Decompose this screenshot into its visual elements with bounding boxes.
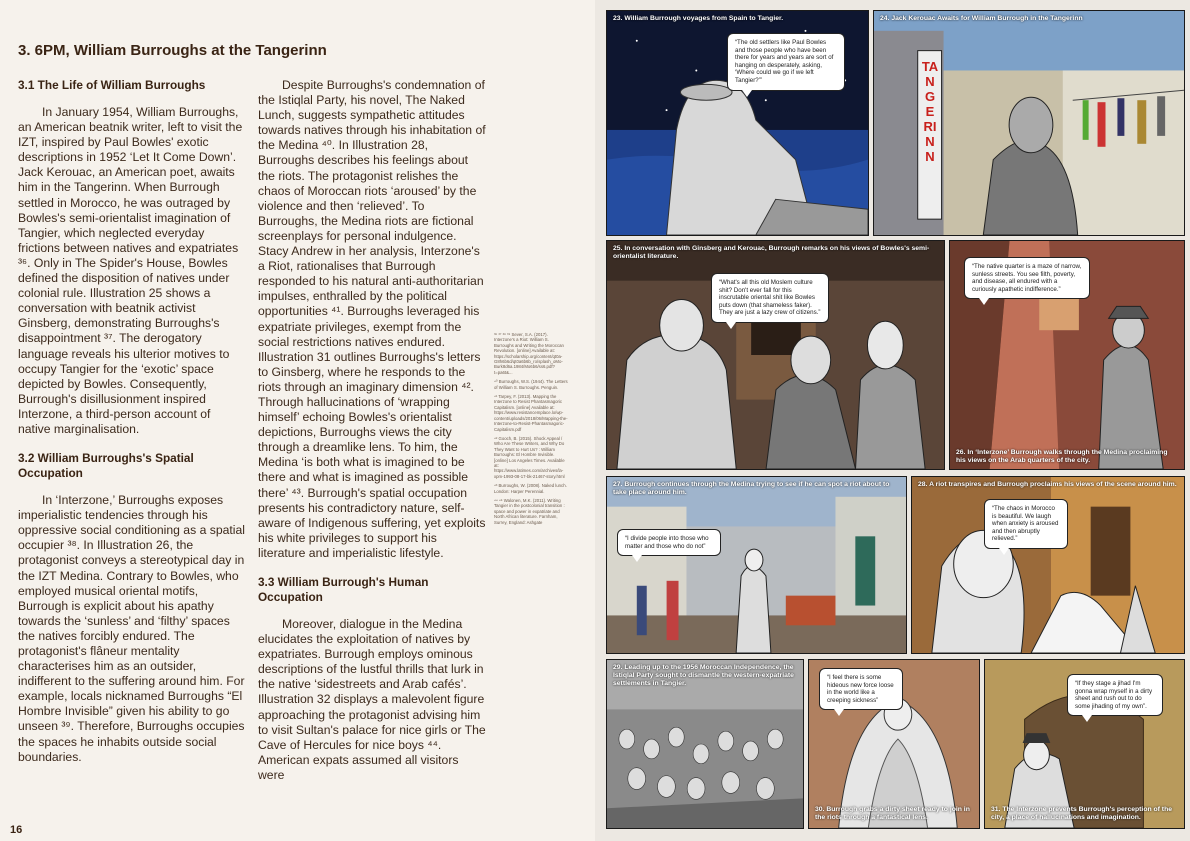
footnotes — [494, 332, 568, 529]
panel-caption: 23. William Burrough voyages from Spain to Tangier. — [613, 15, 784, 22]
paragraph: In ‘Interzone,’ Burroughs exposes imperialistic tendencies through his oppressive social conditioning as a spatial occupier ³⁸. In Illustration 26, the protagonist conveys a stereotypical day in the IZT Medina. Contrary to Bowles, who employed musical oriental motifs, Burrough is explicit about his apathy towards the ‘sunless’ and ‘filthy’ spaces the natives forcibly endured. The protagonist's flâneur mentality characterises him as an outsider, indifferent to the suffering around him. For example, locals nicknamed Burroughs “El Hombre Invisible” given his ability to go unseen ³⁹. Therefore, Burroughs occupies the spaces he inhabits outside social boundaries. — [18, 493, 245, 764]
panel-caption: 24. Jack Kerouac Awaits for William Burrough in the Tangerinn — [880, 15, 1083, 22]
panel-caption: 29. Leading up to the 1956 Moroccan Independence, the Istiqlal Party sought to dismantle the western-expatriate settlements in Tangier. — [613, 664, 794, 687]
footnote: ⁴¹ Tarpey, F. (2013). Mapping the Interzone to Resist Phantasmagoric Capitalism. [online] Available at: https://www.resistancemplace.lo/wp-content/uploads/2018/06/Mapping-the-Interzone-to-Resist-Phantasmagoric-Capitalism.pdf — [494, 394, 568, 432]
panel-25 — [606, 240, 945, 470]
panel-24 — [873, 10, 1185, 236]
speech-bubble: “I feel there is some hideous new force loose in the world like a creeping sickness” — [819, 668, 903, 710]
footnote: ⁴³ Burroughs, W. (2008). Naked lunch. London: Harper Perennial. — [494, 483, 567, 494]
footnote: ⁴⁴ ⁴⁵ Walonen, M.K. (2011). Writing Tangier in the postcolonial transition : space and power in expatriate and North African literature. Farnham, Surrey, England: Ashgate — [494, 497, 565, 525]
panel-caption: 27. Burrough continues through the Medina trying to see if he can spot a riot about to take place around him. — [613, 481, 890, 496]
page-title: 3. 6PM, William Burroughs at the Tangerinn — [18, 42, 327, 59]
speech-bubble: “The chaos in Morocco is beautiful. We laugh when anxiety is aroused and then abruptly relieved.” — [984, 499, 1068, 549]
panel-caption: 25. In conversation with Ginsberg and Kerouac, Burrough remarks on his views of Bowles's semi-orientalist literature. — [613, 245, 930, 260]
column-left — [18, 78, 246, 779]
tangerinn-sign: TANGERINN — [921, 59, 939, 164]
panel-30 — [808, 659, 980, 829]
panel-caption: 31. The Interzone prevents Burrough's perception of the city, a place of hallucinations and imagination. — [991, 806, 1173, 821]
section-heading-human: 3.3 William Burrough's Human Occupation — [258, 575, 429, 604]
section-heading-life: 3.1 The Life of William Burroughs — [18, 78, 206, 92]
panel-27 — [606, 476, 907, 654]
footnote: ⁴² Gooch, B. (2015). Shock Appeal / Who Are These Writers, and Why Do They Want to Hurt Us? : William Burroughs: El Hombre Invisible. [online] Los Angeles Times. Available at: https://www.latimes.com/archives/la-xpm-1993-08-17-bk-21467-story.html — [494, 435, 565, 479]
column-right — [258, 78, 486, 797]
panel-29 — [606, 659, 804, 829]
section-heading-spatial: 3.2 William Burroughs's Spatial Occupation — [18, 451, 194, 481]
panel-28 — [911, 476, 1185, 654]
paragraph: Despite Burroughs's condemnation of the Istiqlal Party, his novel, The Naked Lunch, suggests sympathetic attitudes towards natives through his inhabitation of the Medina ⁴⁰. In Illustration 28, Burroughs describes his feelings about the riots. The protagonist relishes the chaos of Moroccan riots ‘aroused’ by the violence and then ‘relieved’. To Burroughs, the Medina riots are fictional screenplays for personal indulgence. Stacy Andrew in her analysis, Interzone's a Riot, rationalises that Burrough responded to his natural anti-authoritarian impulses, enthralled by the political opportunities ⁴¹. Burroughs leveraged his expatriate privileges, exempt from the social restrictions natives endured. Illustration 31 outlines Burroughs's letters to Ginsberg, where he responds to the riots through an imaginary dimension ⁴². Through hallucinations of ‘wrapping himself’ echoing Bowles's orientalist depictions, Burroughs views the city through a dreamlike lens. To him, the Medina ‘is both what is imagined to be there and what is imagined as possible there’ ⁴³. Burrough's spatial occupation presents his contradictory nature, self-aware of Indigenous suffering, yet exploits his white privileges to support his literature and imperialistic lifestyle. — [258, 78, 486, 560]
footnote: ⁴⁰ Burroughs, W.S. (1944). The Letters of William S. Burroughs. Penguin. — [494, 379, 568, 390]
page-number: 16 — [10, 824, 23, 836]
panel-31 — [984, 659, 1185, 829]
panel-caption: 28. A riot transpires and Burrough proclaims his views of the scene around him. — [918, 481, 1177, 488]
footnote: ³⁶ ³⁷ ³⁸ ³⁹ Sever, S.A. (2017). Interzone's a Riot: William S. Burroughs and Writing the Moroccan Revolution. [online] Available at: https://scholarship.org/content/qt0a-G8h6b6d/qt0a6b6b_ro/splash_oMo-Burk8d6a.1984/Mo6b6/ss6.pdf?t=pa6t&... — [494, 332, 564, 375]
panel-caption: 30. Burrough grabs a dirty sheet ready to join in the riots through a fantastical lens. — [815, 806, 970, 821]
panel-23 — [606, 10, 869, 236]
panel-caption: 26. In ‘Interzone’ Burrough walks through the Medina proclaiming his views on the Arab quarters of the city. — [956, 449, 1168, 464]
speech-bubble: “What's all this old Moslem culture shit? Don't ever fall for this inscrutable oriental shit like Bowles puts down (that shameless faker). They are just a lazy crew of citizens.” — [711, 273, 829, 323]
comic-page — [595, 0, 1190, 841]
speech-bubble: “The old settlers like Paul Bowles and those people who have been there for years and years are sort of hanging on desperately, asking, ‘Where could we go if we left Tangier?’” — [727, 33, 845, 91]
paragraph: In January 1954, William Burroughs, an American beatnik writer, left to visit the IZT, inspired by Paul Bowles' exotic descriptions in 1952 ‘Let It Come Down’. Jack Kerouac, an American poet, awaits him in the Tangerinn. When Burrough settled in Morocco, he was outraged by Bowles's semi-orientalist imagination of Tangier, which neglected everyday frictions between natives and expatriates ³⁶. Only in The Spider's House, Bowles defined the disposition of natives under colonial rule. Illustration 25 shows a conversation with beatnik activist Ginsberg, demonstrating Burroughs's disappointment ³⁷. The derogatory language reveals his ulterior motives to occupy Tangier for the ‘exotic’ space depicted by Bowles. Consequently, Burrough's disillusionment inspired Interzone, a third-person account of native marginalisation. — [18, 105, 243, 436]
speech-bubble: “If they stage a jihad I'm gonna wrap myself in a dirty sheet and rush out to do some jihading of my own”. — [1067, 674, 1163, 716]
medina-market-illustration — [607, 477, 906, 653]
panel-26 — [949, 240, 1185, 470]
speech-bubble: “The native quarter is a maze of narrow, sunless streets. You see filth, poverty, and disease, all endured with a curiously apathetic indifference.” — [964, 257, 1090, 299]
paragraph: Moreover, dialogue in the Medina elucidates the exploitation of natives by expatriates. Burrough employs ominous descriptions of the lustful thrills that lurk in the native ‘sidestreets and Arab cafés’. Illustration 32 displays a malevolent figure approaching the protagonist advising him to visit Sultan's palace for nice girls or The Cave of Hercules for nice boys ⁴⁴. American expats assumed all visitors were — [258, 617, 486, 782]
speech-bubble: “I divide people into those who matter and those who do not” — [617, 529, 721, 556]
